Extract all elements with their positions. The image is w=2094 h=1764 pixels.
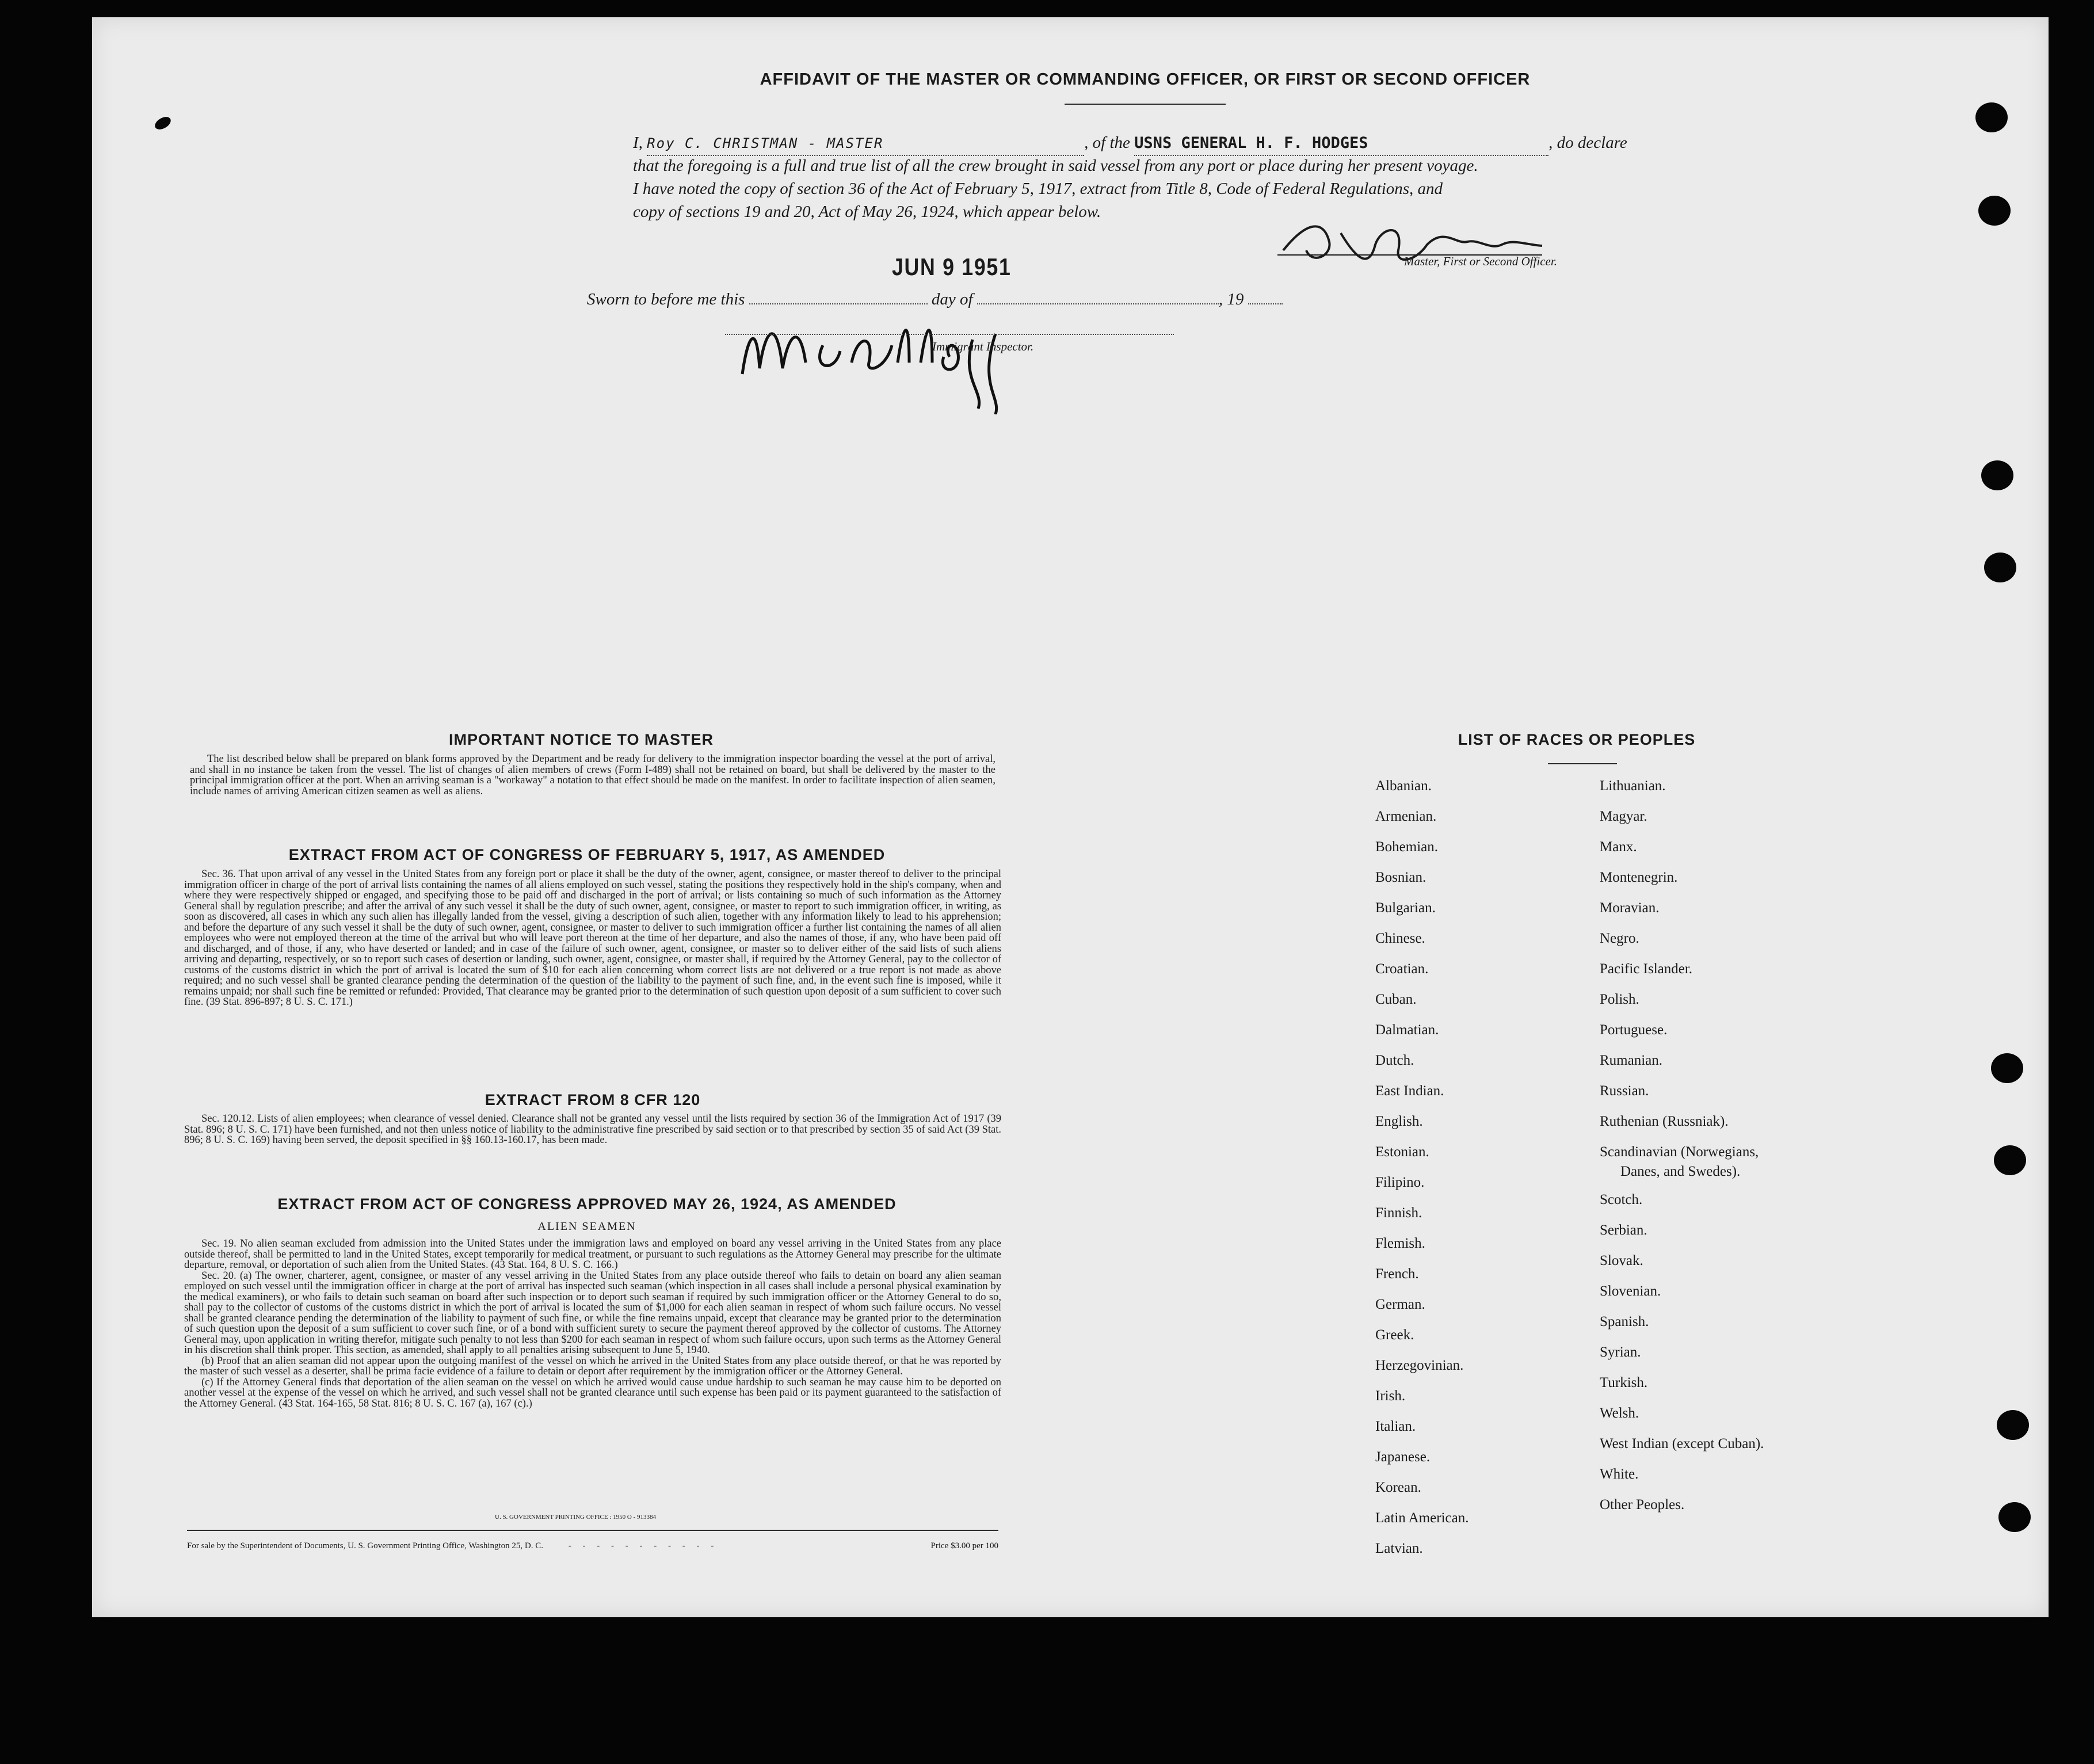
race-item: English. xyxy=(1375,1114,1423,1129)
race-item: Japanese. xyxy=(1375,1449,1431,1465)
sworn-year-field xyxy=(1248,303,1283,304)
extract-cfr-paragraph: Sec. 120.12. Lists of alien employees; when clearance of vessel denied. Clearance shall not be granted any vessel until the lists required by section 36 of the Immigration Act of 1917 (39 Stat. 896; 8 U. S. C. 171) have been furnished, and not then unless notice of liability to the administrative fine prescribed by said section or to that prescribed by section 35 of said Act (39 Stat. 896; 8 U. S. C. 169) having been served, the deposit specified in §§ 160.13-160.17, has been made. xyxy=(184,1113,1001,1146)
notice-heading: IMPORTANT NOTICE TO MASTER xyxy=(449,731,714,748)
race-item: Cuban. xyxy=(1375,992,1417,1007)
sec-20c-paragraph: (c) If the Attorney General finds that deportation of the alien seaman on the vessel on which he arrived would cause undue hardship to such seaman he may cause him to be deported on another vessel at the expense of the vessel on which he arrived, and such vessel shall not be granted clearance until such expense has been paid or its payment guaranteed to the satisfaction of the Attorney General. (43 Stat. 164-165, 58 Stat. 816; 8 U. S. C. 167 (a), 167 (c).) xyxy=(184,1376,1001,1409)
notice-text xyxy=(190,754,995,797)
race-item: Magyar. xyxy=(1600,809,1647,824)
race-item: Slovenian. xyxy=(1600,1283,1661,1299)
race-item: Spanish. xyxy=(1600,1314,1649,1329)
race-item: Chinese. xyxy=(1375,931,1425,946)
extract-1917-paragraph: Sec. 36. That upon arrival of any vessel in the United States from any foreign port or place it shall be the duty of the owner, agent, consignee, or master thereof to deliver to the principal immigration officer in charge of the port of arrival lists containing the names of all aliens employed on such vessel, stating the positions they respectively hold in the ship's company, when and where they were respectively shipped or engaged, and specifying those to be paid off and discharged in the port of arrival; or lists containing so much of such information as the Attorney General shall by regulation prescribe; and after the arrival of any such vessel it shall be the duty of such owner, agent, consignee, or master to report to such immigration officer, in writing, as soon as discovered, all cases in which any such alien has illegally landed from the vessel, giving a description of such alien, together with any information likely to lead to his apprehension; and before the departure of any such vessel it shall be the duty of such owner, agent, consignee, or master to deliver to such immigration officer a further list containing the names of all alien employees who were not employed thereon at the time of the arrival but who will leave port thereon at the time of her departure, and also the names of those, if any, who have been paid off and discharged, and of those, if any, who have deserted or landed; and in case of the failure of such owner, agent, consignee, or master so to deliver either of the said lists of such aliens arriving and departing, respectively, or so to report such cases of desertion or landing, such owner, agent, consignee, or master shall, if required by the Attorney General, pay to the collector of customs of the customs district in which the port of arrival is located the sum of $10 for each alien concerning whom correct lists are not delivered or a true report is not made as above required; and no such vessel shall be granted clearance pending the determination of the question of the liability to the payment of such fine, and, in the event such fine is imposed, while it remains unpaid; nor shall such fine be remitted or refunded: Provided, That clearance may be granted prior to the determination of such question upon deposit of a sum sufficient to cover such fine. (39 Stat. 896-897; 8 U. S. C. 171.) xyxy=(184,868,1001,1008)
sworn-prefix: Sworn to before me this xyxy=(587,290,745,308)
alien-seamen-subheading: ALIEN SEAMEN xyxy=(537,1220,636,1233)
sale-text: For sale by the Superintendent of Documents, U. S. Government Printing Office, Washington 25, D. C. xyxy=(187,1541,543,1550)
sworn-day-label: day of xyxy=(931,290,973,308)
race-item: Manx. xyxy=(1600,839,1637,855)
decl-of: , of the xyxy=(1084,134,1130,152)
race-item: Negro. xyxy=(1600,931,1639,946)
race-item: Lithuanian. xyxy=(1600,778,1666,794)
race-item: Scandinavian (Norwegians, xyxy=(1600,1144,1759,1160)
race-item: Danes, and Swedes). xyxy=(1620,1164,1741,1179)
punch-hole xyxy=(1978,196,2011,226)
extract-1924-heading: EXTRACT FROM ACT OF CONGRESS APPROVED MAY 26, 1924, AS AMENDED xyxy=(277,1195,897,1213)
extract-1917-heading: EXTRACT FROM ACT OF CONGRESS OF FEBRUARY 5, 1917, AS AMENDED xyxy=(288,846,886,863)
extract-cfr-text xyxy=(184,1114,1001,1146)
footer-rule xyxy=(187,1530,998,1531)
race-item: Russian. xyxy=(1600,1083,1649,1099)
declaration-line-4: copy of sections 19 and 20, Act of May 26, 1924, which appear below. xyxy=(633,203,1101,221)
race-item: Armenian. xyxy=(1375,809,1437,824)
declaration-line-1 xyxy=(633,131,1726,156)
race-item: Pacific Islander. xyxy=(1600,961,1693,977)
sec-20b-paragraph: (b) Proof that an alien seaman did not appear upon the outgoing manifest of the vessel on which he arrived in the United States from any place outside thereof, or that he was reported by the master of such vessel as a deserter, shall be prima facie evidence of a failure to detain or deport after requirement by the immigration officer or the Attorney General. xyxy=(184,1355,1001,1377)
race-item: Portuguese. xyxy=(1600,1022,1668,1038)
gpo-imprint: U. S. GOVERNMENT PRINTING OFFICE : 1950 O - 913384 xyxy=(495,1514,657,1521)
vessel-field xyxy=(1134,131,1548,156)
race-item: Herzegovinian. xyxy=(1375,1358,1464,1373)
race-item: Finnish. xyxy=(1375,1205,1422,1221)
declarant-name: Roy C. CHRISTMAN - MASTER xyxy=(647,135,884,151)
declaration-line-2: that the foregoing is a full and true list of all the crew brought in said vessel from any port or place during her present voyage. xyxy=(633,157,1478,175)
race-item: Ruthenian (Russniak). xyxy=(1600,1114,1729,1129)
extract-cfr-heading: EXTRACT FROM 8 CFR 120 xyxy=(485,1091,701,1108)
signature-caption: Master, First or Second Officer. xyxy=(1404,254,1557,268)
race-item: Syrian. xyxy=(1600,1344,1641,1360)
price-text: Price $3.00 per 100 xyxy=(930,1541,998,1550)
sale-dashes: - - - - - - - - - - - xyxy=(568,1541,719,1550)
vessel-name: USNS GENERAL H. F. HODGES xyxy=(1134,134,1368,152)
race-item: Greek. xyxy=(1375,1327,1414,1343)
race-item: Filipino. xyxy=(1375,1175,1425,1190)
race-item: Moravian. xyxy=(1600,900,1660,916)
inspector-dotline xyxy=(725,333,1174,335)
sec-19-paragraph: Sec. 19. No alien seaman excluded from admission into the United States under the immigration laws and employed on board any vessel arriving in the United States from any place outside thereof, shall be permitted to land in the United States, except temporarily for medical treatment, or pursuant to such regulations as the Attorney General may prescribe for the ultimate departure, removal, or deportation of such alien from the United States. (43 Stat. 164, 8 U. S. C. 166.) xyxy=(184,1238,1001,1271)
sale-note xyxy=(187,1541,998,1551)
race-item: Korean. xyxy=(1375,1480,1421,1495)
race-item: Bohemian. xyxy=(1375,839,1439,855)
ink-speck xyxy=(153,115,173,132)
document-page xyxy=(92,17,2049,1617)
race-item: White. xyxy=(1600,1466,1639,1482)
punch-hole xyxy=(1981,460,2013,490)
race-item: Dalmatian. xyxy=(1375,1022,1439,1038)
punch-hole xyxy=(1991,1053,2023,1083)
race-item: Irish. xyxy=(1375,1388,1406,1404)
punch-hole xyxy=(1975,102,2008,132)
race-item: Welsh. xyxy=(1600,1405,1639,1421)
punch-hole xyxy=(1997,1410,2029,1440)
race-item: Croatian. xyxy=(1375,961,1429,977)
race-item: West Indian (except Cuban). xyxy=(1600,1436,1764,1451)
declaration-line-3: I have noted the copy of section 36 of the Act of February 5, 1917, extract from Title 8, Code of Federal Regulations, and xyxy=(633,180,1443,198)
date-stamp: JUN 9 1951 xyxy=(892,253,1012,280)
title-underline xyxy=(1065,104,1226,105)
punch-hole xyxy=(1998,1502,2031,1532)
affidavit-title: AFFIDAVIT OF THE MASTER OR COMMANDING OFFICER, OR FIRST OR SECOND OFFICER xyxy=(760,70,1531,89)
extract-1917-text xyxy=(184,869,1001,1008)
race-item: Albanian. xyxy=(1375,778,1432,794)
notice-paragraph: The list described below shall be prepared on blank forms approved by the Department and be ready for delivery to the immigration inspector boarding the vessel at the port of arrival, and shall in no instance be taken from the vessel. The list of changes of alien members of crews (Form I-489) shall not be retained on board, but shall be delivered by the master to the principal immigration officer at the port. When an arriving seaman is a "workaway" a notation to that effect should be made on the manifest. In order to facilitate inspection of alien seamen, include names of arriving American citizen seamen as well as aliens. xyxy=(190,753,995,797)
declarant-field xyxy=(647,131,1084,156)
races-heading: LIST OF RACES OR PEOPLES xyxy=(1458,731,1696,748)
sworn-year-label: , 19 xyxy=(1218,290,1244,308)
race-item: Italian. xyxy=(1375,1419,1416,1434)
punch-hole xyxy=(1984,553,2016,582)
race-item: Estonian. xyxy=(1375,1144,1429,1160)
inspector-signature xyxy=(725,299,1047,414)
race-item: Other Peoples. xyxy=(1600,1497,1685,1512)
races-heading-underline xyxy=(1548,763,1617,764)
race-item: German. xyxy=(1375,1297,1425,1312)
race-item: Latin American. xyxy=(1375,1510,1469,1526)
race-item: French. xyxy=(1375,1266,1419,1282)
race-item: Polish. xyxy=(1600,992,1639,1007)
race-item: Rumanian. xyxy=(1600,1053,1663,1068)
race-item: Slovak. xyxy=(1600,1253,1643,1268)
punch-hole xyxy=(1994,1145,2026,1175)
extract-1924-text xyxy=(184,1239,1001,1409)
race-item: Dutch. xyxy=(1375,1053,1414,1068)
inspector-caption: Immigrant Inspector. xyxy=(932,340,1034,353)
race-item: East Indian. xyxy=(1375,1083,1444,1099)
race-item: Bosnian. xyxy=(1375,870,1426,885)
race-item: Flemish. xyxy=(1375,1236,1425,1251)
race-item: Latvian. xyxy=(1375,1541,1423,1556)
decl-prefix: I, xyxy=(633,134,643,152)
race-item: Scotch. xyxy=(1600,1192,1643,1207)
race-item: Bulgarian. xyxy=(1375,900,1436,916)
sec-20a-paragraph: Sec. 20. (a) The owner, charterer, agent, consignee, or master of any vessel arriving in the United States from any place outside thereof who fails to detain on board any alien seaman employed on such vessel until the immigration officer in charge at the port of arrival has inspected such seaman (which inspection in all cases shall include a personal physical examination by the medical examiners), or who fails to detain such seaman on board after such inspection or to deport such seaman if required by such immigration officer or the Attorney General to do so, shall pay to the collector of customs of the customs district in which the port of arrival is located the sum of $1,000 for each alien seaman in respect of whom such failure occurs. No vessel shall be granted clearance pending the determination of the liability to payment of such fine, or while the fine remains unpaid, except that clearance may be granted prior to the determination of such question upon the deposit of a sum sufficient to cover such fine, or of a bond with sufficient surety to secure the payment thereof approved by the collector of customs. The Attorney General may, upon application in writing therefor, mitigate such penalty to not less than $200 for each seaman in respect of whom such failure occurs, upon such terms as the Attorney General in his discretion shall think proper. This section, as amended, shall apply to all penalties arising subsequent to June 5, 1940. xyxy=(184,1270,1001,1356)
race-item: Turkish. xyxy=(1600,1375,1648,1390)
race-item: Montenegrin. xyxy=(1600,870,1678,885)
race-item: Serbian. xyxy=(1600,1222,1647,1238)
decl-suffix: , do declare xyxy=(1548,134,1627,152)
